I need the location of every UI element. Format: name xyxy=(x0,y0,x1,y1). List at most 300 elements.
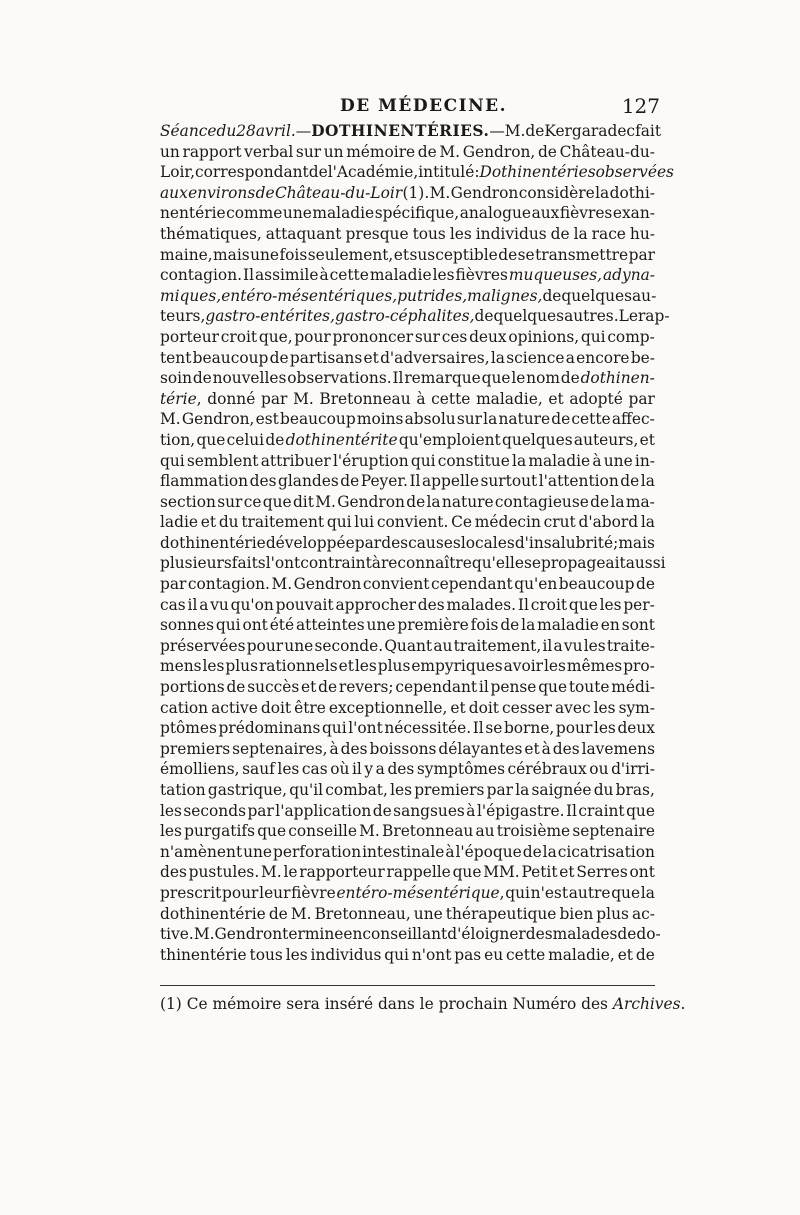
word-part: Gendron xyxy=(214,925,283,944)
word xyxy=(286,945,308,966)
word xyxy=(582,739,655,760)
word xyxy=(610,492,624,513)
word-part: les xyxy=(277,760,300,779)
word-part: locales xyxy=(460,533,515,552)
word xyxy=(469,327,507,348)
word-part: tive. xyxy=(160,925,194,944)
word-part: malignes, xyxy=(467,286,543,305)
word-part: termine xyxy=(282,925,344,944)
word xyxy=(482,368,511,389)
word-part: premiers xyxy=(414,781,485,799)
word-part: de xyxy=(192,369,212,388)
word xyxy=(411,656,502,677)
word xyxy=(619,698,655,719)
word-part: bras, xyxy=(615,781,655,799)
word-part: l'éruption xyxy=(333,451,409,470)
word xyxy=(483,862,519,883)
text-line xyxy=(160,409,655,430)
word-part: sym- xyxy=(618,698,655,717)
word xyxy=(346,142,415,163)
word xyxy=(416,389,425,410)
word-part: pro- xyxy=(623,657,655,676)
word-part: médi- xyxy=(611,678,655,697)
word xyxy=(242,615,267,636)
word-part: succès xyxy=(247,678,300,697)
word-part: be- xyxy=(630,348,655,367)
word xyxy=(345,224,408,245)
word-part: nature xyxy=(498,410,551,429)
word xyxy=(415,327,440,348)
word xyxy=(333,451,409,472)
word xyxy=(476,224,547,245)
text-line xyxy=(160,801,655,822)
word-part: la xyxy=(490,348,505,367)
word xyxy=(250,945,283,966)
word xyxy=(485,718,502,739)
word-part: le xyxy=(511,369,526,388)
word xyxy=(611,883,640,904)
text-line xyxy=(160,451,655,472)
word xyxy=(275,801,371,822)
word-part: malades. xyxy=(446,595,517,614)
word-part: Serres xyxy=(576,863,628,882)
word-part: avril. xyxy=(255,122,296,140)
word-part: Bretonneau xyxy=(382,822,474,841)
word-part: adopté xyxy=(569,389,623,408)
text-line xyxy=(160,780,655,801)
word xyxy=(288,821,357,842)
word xyxy=(532,780,592,801)
word-part: lavemens xyxy=(581,739,655,758)
word xyxy=(581,368,655,389)
text-line xyxy=(160,224,655,245)
word xyxy=(451,512,472,533)
word xyxy=(555,698,591,719)
word xyxy=(213,245,250,266)
word xyxy=(221,286,397,307)
word xyxy=(160,409,181,430)
word xyxy=(466,801,475,822)
word-part: in- xyxy=(634,451,655,470)
word xyxy=(302,759,328,780)
word xyxy=(373,801,392,822)
word-part: et xyxy=(301,678,317,697)
word-part: et xyxy=(200,513,217,532)
word-part: de xyxy=(268,904,288,923)
word xyxy=(635,451,655,472)
word xyxy=(243,265,254,286)
word xyxy=(293,389,314,410)
word-part: Gendron, xyxy=(462,142,536,161)
word xyxy=(524,739,539,760)
word-part: à xyxy=(541,739,551,758)
word-part: développée xyxy=(265,533,355,552)
word-part: d'adversaires, xyxy=(380,348,490,367)
word-part: de xyxy=(537,142,557,161)
text-line xyxy=(160,389,655,410)
word xyxy=(160,636,246,657)
word xyxy=(418,142,437,163)
word xyxy=(539,471,619,492)
word-part: que xyxy=(481,369,511,388)
word-part: seconde. xyxy=(314,636,384,655)
word-part: maladie xyxy=(312,204,375,223)
word-part: croit xyxy=(530,595,568,614)
word-part: dothinentérite xyxy=(285,430,398,449)
word xyxy=(318,677,337,698)
word xyxy=(188,574,270,595)
word-part: maladie xyxy=(528,451,591,470)
word-part: malades xyxy=(552,925,618,944)
word-part: de xyxy=(340,472,360,491)
word-part: que xyxy=(538,678,568,697)
word-part: de xyxy=(417,142,437,161)
word xyxy=(504,718,554,739)
text-line xyxy=(160,698,655,719)
word xyxy=(574,430,638,451)
text-line xyxy=(160,553,666,574)
word-part: par xyxy=(486,781,513,799)
word xyxy=(236,121,256,142)
word xyxy=(414,780,484,801)
word-part: une xyxy=(284,636,314,655)
word-part: croit xyxy=(220,327,258,346)
word xyxy=(227,430,265,451)
word xyxy=(542,739,551,760)
word-part: de xyxy=(525,122,545,140)
word-part: Il xyxy=(392,369,404,388)
running-head xyxy=(160,94,660,124)
word-part: M. xyxy=(293,389,314,408)
word xyxy=(526,368,560,389)
word-part: maladie, xyxy=(476,389,543,408)
word xyxy=(477,801,565,822)
word xyxy=(487,780,513,801)
text-line xyxy=(160,677,655,698)
word xyxy=(584,636,606,657)
word-part: se xyxy=(523,554,541,573)
word-part: il xyxy=(351,760,362,779)
word-part: Château-du-Loir xyxy=(274,183,403,202)
word xyxy=(431,389,470,410)
word-part: rationnels xyxy=(258,657,338,676)
word xyxy=(617,924,636,945)
word-part: entéro-mésentériques, xyxy=(221,286,398,305)
word-part: exceptionnelle, xyxy=(328,698,448,717)
word-part: traite- xyxy=(606,636,655,655)
word-part: fois xyxy=(470,616,499,635)
word-part: combat, xyxy=(325,781,388,799)
word xyxy=(471,615,499,636)
word-part: portions xyxy=(160,678,225,697)
word xyxy=(370,265,432,286)
word-part: entéro-mésentérique xyxy=(336,883,500,902)
word-part: se xyxy=(485,719,503,738)
word-part: se xyxy=(517,245,535,264)
word-part: M. xyxy=(160,410,181,429)
word xyxy=(544,121,635,142)
word xyxy=(160,142,180,163)
word-part: prononcer xyxy=(332,327,414,346)
word xyxy=(636,574,655,595)
word-part: par xyxy=(354,533,382,552)
word-part: que xyxy=(611,883,641,902)
word xyxy=(515,533,618,554)
word xyxy=(620,471,639,492)
word xyxy=(287,368,391,389)
word-part: Gendron xyxy=(293,575,362,594)
word-part: de xyxy=(542,286,562,305)
word xyxy=(160,286,221,307)
word xyxy=(381,533,408,554)
word xyxy=(352,759,362,780)
word xyxy=(521,615,535,636)
word-part: traitement xyxy=(241,513,325,532)
word-part: a xyxy=(199,595,209,614)
word xyxy=(377,512,449,533)
word-part: quelques xyxy=(502,430,573,449)
word xyxy=(364,348,379,369)
word-part: à xyxy=(319,266,329,285)
text-line xyxy=(160,142,655,163)
word-part: contagieuse xyxy=(494,492,589,511)
word xyxy=(184,821,255,842)
word xyxy=(601,615,620,636)
word-part: convient xyxy=(362,575,430,594)
word-part: la xyxy=(426,492,441,511)
word xyxy=(216,615,241,636)
word xyxy=(196,430,225,451)
word-part: fièvres xyxy=(455,266,508,285)
word xyxy=(160,533,266,554)
text-line xyxy=(160,924,661,945)
word-part: empyriques xyxy=(411,657,503,676)
word xyxy=(567,656,622,677)
word xyxy=(413,224,446,245)
word xyxy=(375,203,459,224)
word-part: opinions, xyxy=(508,327,580,346)
word xyxy=(219,718,321,739)
word xyxy=(528,451,590,472)
word-part: seconds xyxy=(183,801,246,820)
word xyxy=(291,904,312,925)
word xyxy=(362,842,444,863)
word-part: Bretonneau, xyxy=(314,904,411,923)
text-line xyxy=(160,162,674,183)
word-part: à xyxy=(371,554,381,573)
word-part: et xyxy=(363,348,379,367)
word xyxy=(394,245,409,266)
word-part: une xyxy=(603,451,633,470)
word xyxy=(635,121,661,142)
word xyxy=(367,615,396,636)
word-part: symptômes xyxy=(416,760,505,779)
word-part: crut xyxy=(543,513,576,532)
word-part: les xyxy=(285,945,308,964)
word xyxy=(160,883,221,904)
word-part: bien xyxy=(559,904,594,923)
word-part: n'amènent xyxy=(160,842,243,861)
word xyxy=(261,698,291,719)
word-part: les xyxy=(390,781,412,799)
word xyxy=(495,492,589,513)
word xyxy=(160,945,247,966)
word xyxy=(618,945,633,966)
word-part: fait xyxy=(635,122,662,140)
word xyxy=(509,265,602,286)
word xyxy=(211,698,258,719)
word-part: presque xyxy=(345,224,409,243)
word xyxy=(399,430,501,451)
word-part: les xyxy=(202,657,225,676)
word-part: de xyxy=(522,842,542,861)
word-part: dothinen- xyxy=(580,369,655,388)
word-part: a xyxy=(375,760,385,779)
word xyxy=(380,348,490,369)
word xyxy=(446,595,516,616)
word xyxy=(266,224,342,245)
word xyxy=(502,430,573,451)
word-part: avec xyxy=(555,698,591,717)
word-part: partisans xyxy=(289,348,363,367)
word-part: les xyxy=(354,657,377,676)
word xyxy=(450,698,465,719)
word-part: cette xyxy=(431,389,471,408)
word-part: surtout xyxy=(480,472,538,491)
word xyxy=(265,430,284,451)
word xyxy=(541,553,626,574)
word xyxy=(455,842,521,863)
word-part: Gendron xyxy=(450,183,519,202)
word xyxy=(472,553,524,574)
word xyxy=(475,821,494,842)
word-part: une xyxy=(413,904,443,923)
word-part: la xyxy=(610,492,625,511)
word xyxy=(498,409,550,430)
word-part: adyna- xyxy=(602,266,655,285)
word-part: convient. xyxy=(376,513,449,532)
word xyxy=(250,245,279,266)
word-part: porteur xyxy=(160,327,220,346)
word-part: remarque xyxy=(404,369,481,388)
word xyxy=(498,245,517,266)
word xyxy=(210,595,229,616)
text-line xyxy=(160,306,670,327)
text-line xyxy=(160,636,655,657)
word-part: été xyxy=(269,616,295,635)
word xyxy=(502,698,552,719)
word-part: pour xyxy=(246,636,284,655)
word-part: constitue xyxy=(437,451,510,470)
word xyxy=(160,615,214,636)
word-part: sur xyxy=(414,327,440,346)
word xyxy=(553,739,580,760)
word xyxy=(384,945,409,966)
word-part: environs xyxy=(188,183,256,202)
word-part: et xyxy=(393,245,410,264)
word xyxy=(160,306,205,327)
word-part: Il xyxy=(565,801,577,820)
word xyxy=(160,862,187,883)
word-part: contagion. xyxy=(160,266,243,285)
word xyxy=(590,492,609,513)
word xyxy=(339,677,394,698)
word-part: de xyxy=(590,492,610,511)
word xyxy=(226,203,282,224)
word xyxy=(542,636,552,657)
word xyxy=(508,759,587,780)
word xyxy=(442,492,494,513)
word-part: émolliens, xyxy=(160,760,240,779)
word-part: de xyxy=(560,369,580,388)
word-part: flammation xyxy=(160,472,249,491)
word xyxy=(319,265,328,286)
word xyxy=(160,162,195,183)
word xyxy=(183,801,246,822)
word-part: autre xyxy=(568,883,611,902)
word xyxy=(384,718,471,739)
word-part: , xyxy=(196,389,202,408)
word xyxy=(538,677,567,698)
word-part: d'éloigner xyxy=(447,925,526,944)
word-part: section xyxy=(160,492,216,511)
word-part: d'insalubrité; xyxy=(514,533,619,552)
word xyxy=(535,245,628,266)
word-part: soin xyxy=(160,369,192,388)
word xyxy=(322,718,347,739)
word-part: aussi xyxy=(625,554,666,573)
word-part: des xyxy=(381,533,409,552)
word-part: encore xyxy=(576,348,630,367)
word-part: les xyxy=(599,595,622,614)
word xyxy=(314,636,383,657)
word xyxy=(259,883,290,904)
word-part: plus xyxy=(377,657,411,676)
word xyxy=(521,862,557,883)
word-part: do- xyxy=(636,925,661,944)
word xyxy=(261,862,282,883)
word-part: tous xyxy=(249,945,283,964)
word xyxy=(596,904,629,925)
word xyxy=(160,512,198,533)
word xyxy=(294,574,362,595)
word-part: rapport xyxy=(182,142,242,161)
word xyxy=(636,945,655,966)
word-part: du xyxy=(593,781,614,799)
word xyxy=(579,512,639,533)
word-part: plus xyxy=(596,904,629,923)
word-part: de xyxy=(550,224,570,243)
word-part: et xyxy=(524,739,540,758)
word-part: Il xyxy=(472,719,484,738)
word-part: la xyxy=(573,224,588,243)
word-part: moins xyxy=(356,410,404,429)
word-part: qui xyxy=(160,451,185,470)
word-part: cependant xyxy=(430,575,513,594)
word-part: la xyxy=(515,781,530,799)
word-part: semblent xyxy=(186,451,259,470)
word xyxy=(222,883,258,904)
word-part: perforation xyxy=(273,842,362,861)
text-line xyxy=(160,883,655,904)
page-number: 127 xyxy=(621,94,660,118)
word xyxy=(630,224,655,245)
word xyxy=(160,821,182,842)
word xyxy=(569,389,622,410)
word-part: délayantes xyxy=(438,739,523,758)
word-part: ac- xyxy=(631,904,655,923)
word-part: de xyxy=(498,245,518,264)
